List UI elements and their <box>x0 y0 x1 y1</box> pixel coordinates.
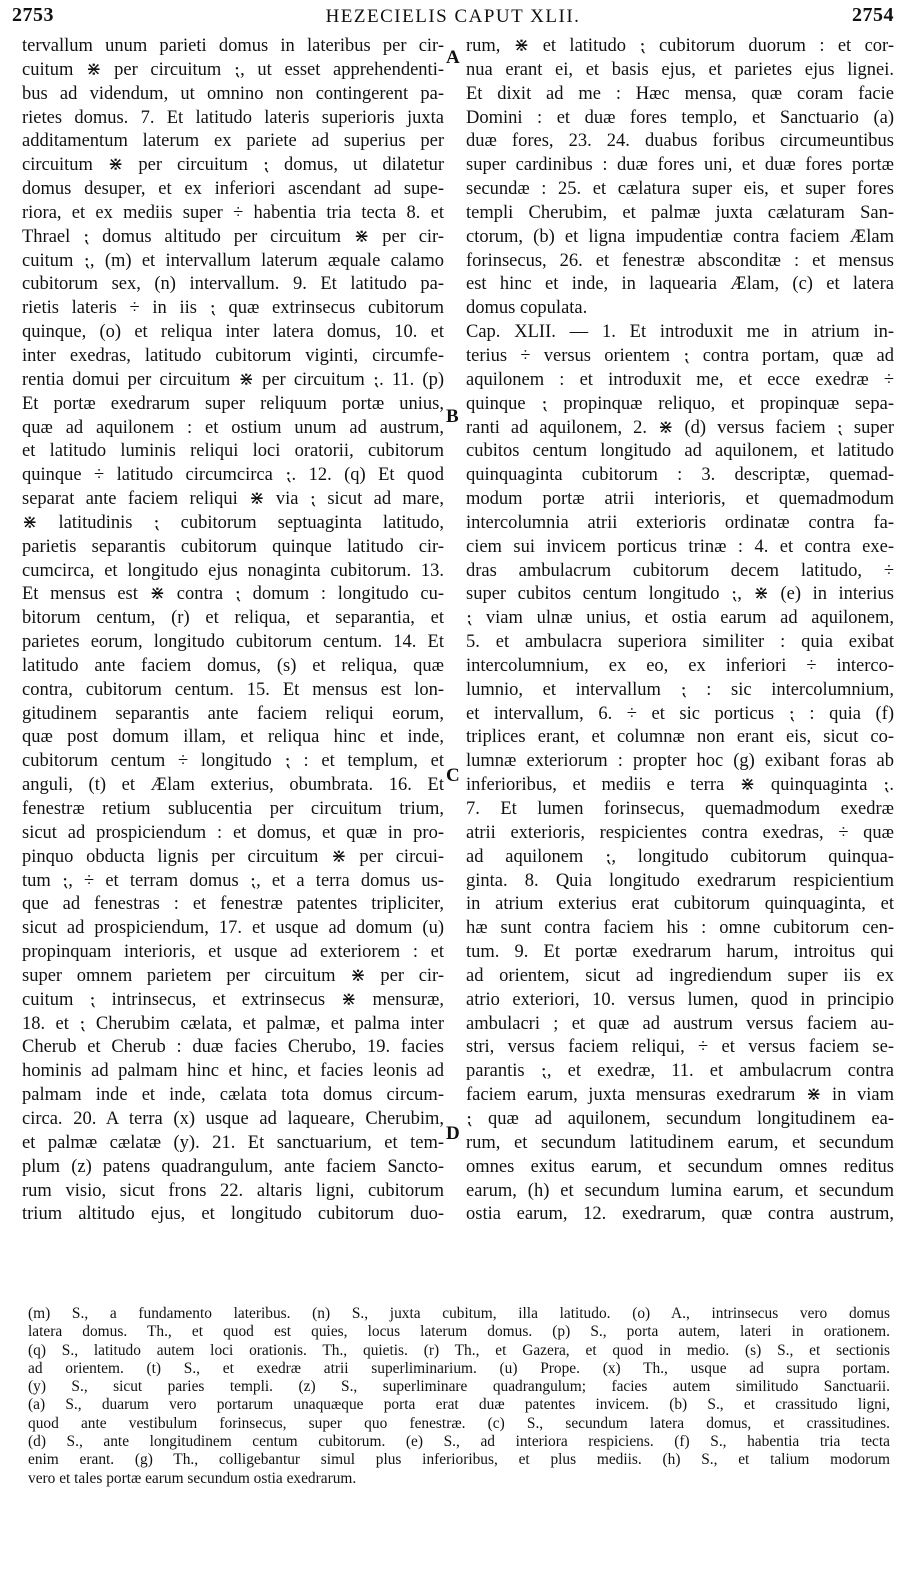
right-column-line: templi Cherubim, et palmæ juxta cælaturam San- <box>466 202 894 223</box>
right-column-line: rum, et secundum latitudinem earum, et secundum <box>466 1132 894 1153</box>
page-header <box>12 4 894 30</box>
right-column-line: ⁏ quæ ad aquilonem, secundum longitudinem ea- <box>466 1108 894 1129</box>
footnote-line: (m) S., a fundamento lateribus. (n) S., juxta cubitum, illa latitudo. (o) A., intrinsecus vero domus <box>28 1305 890 1322</box>
left-column-line: cuitum ⁏ intrinsecus, et extrinsecus ⋇ mensuræ, <box>22 989 444 1010</box>
left-column-line: ⋇ latitudinis ⁏ cubitorum septuaginta latitudo, <box>22 512 444 533</box>
left-column-line: Et mensus est ⋇ contra ⁏ domum : longitudo cu- <box>22 584 444 605</box>
right-column-line: ad aquilonem ⁏, longitudo cubitorum quinqua- <box>466 846 894 867</box>
footnote-line: (y) S., sicut paries templi. (z) S., superliminare quadrangulum; facies autem similitudo Sanctuarii. <box>28 1378 890 1396</box>
right-column-line: omnes exitus earum, et secundum omnes reditus <box>466 1156 894 1177</box>
right-column-line: est hinc et inde, in laquearia Ælam, (c) et latera <box>466 274 894 295</box>
left-column-line: sicut ad prospiciendum : et domus, et quæ in pro- <box>22 822 444 843</box>
footnote-line: ad orientem. (t) S., et exedræ atrii superliminarium. (u) Prope. (x) Th., usque ad supra portam. <box>28 1359 890 1377</box>
left-column-line: additamentum laterum ex pariete ad superius per <box>22 131 444 152</box>
left-column-line: Et portæ exedrarum super reliquum portæ unius, <box>22 393 444 414</box>
footnote-line: (a) S., duarum vero portarum unaquæque porta erat duæ patentes invicem. (b) S., et crassitudo ligni, <box>28 1396 890 1414</box>
left-column-line: cuitum ⁏, (m) et intervallum laterum æquale calamo <box>22 250 444 271</box>
margin-letter-d: D <box>446 1123 460 1144</box>
right-column-line: secundæ : 25. et cælatura super eis, et super fores <box>466 179 894 200</box>
right-column-line: terius ÷ versus orientem ⁏ contra portam, quæ ad <box>466 345 894 366</box>
right-column-line: intercolumnium, ex eo, ex inferiori ÷ interco- <box>466 655 894 676</box>
right-column-line: domus copulata. <box>466 298 588 319</box>
left-column-line: cumcirca, et longitudo ejus nonaginta cubitorum. 13. <box>22 560 444 581</box>
left-column-line: hominis ad palmam hinc et hinc, et facies leonis ad <box>22 1061 444 1082</box>
left-text-column <box>22 35 444 1227</box>
left-column-line: trium altitudo ejus, et longitudo cubitorum duo- <box>22 1204 444 1225</box>
page-number-right: 2754 <box>852 4 894 26</box>
right-column-line: nua erant ei, et basis ejus, et parietes ejus lignei. <box>466 59 894 80</box>
left-column-line: quinque ÷ latitudo circumcirca ⁏. 12. (q) Et quod <box>22 465 444 486</box>
left-column-line: cubitorum sex, (n) intervallum. 9. Et latitudo pa- <box>22 274 444 295</box>
right-column-line: aquilonem : et introduxit me, et ecce exedræ ÷ <box>466 369 894 390</box>
right-column-line: dras ambulacrum cubitorum decem latitudo, ÷ <box>466 560 894 581</box>
footnote-line: latera domus. Th., et quod est quies, locus laterum domus. (p) S., porta autem, lateri in orationem. <box>28 1323 890 1341</box>
left-column-line: parietes eorum, longitudo cubitorum centum. 14. Et <box>22 632 444 653</box>
left-column-line: pinquo obducta lignis per circuitum ⋇ per circui- <box>22 846 444 867</box>
right-column-line: ginta. 8. Quia longitudo exedrarum respicientium <box>466 870 894 891</box>
right-column-line: triplices erant, et columnæ non erant eis, sicut co- <box>466 727 894 748</box>
right-column-line: ad orientem, sicut ad ingrediendum super iis ex <box>466 965 894 986</box>
right-column-line: quinquaginta cubitorum : 3. descriptæ, quemad- <box>466 465 894 486</box>
left-column-line: contra, cubitorum centum. 15. Et mensus est lon- <box>22 679 444 700</box>
footnotes <box>28 1305 890 1488</box>
left-column-line: quæ post domum illam, et reliqua hinc et inde, <box>22 727 444 748</box>
footnote-line: vero et tales portæ earum secundum ostia exedrarum. <box>28 1469 357 1487</box>
left-column-line: plum (z) patens quadrangulum, ante faciem Sancto- <box>22 1156 444 1177</box>
right-column-line: cubitos centum longitudo ad aquilonem, et latitudo <box>466 441 894 462</box>
right-column-line: 5. et ambulacra superiora similiter : quia exibat <box>466 632 894 653</box>
right-column-line: 7. Et lumen forinsecus, quemadmodum exedræ <box>466 799 894 819</box>
left-column-line: que ad fenestras : et fenestræ patentes tripliciter, <box>22 894 444 915</box>
left-column-line: et palmæ cælatæ (y). 21. Et sanctuarium, et tem- <box>22 1132 444 1153</box>
left-column-line: Thrael ⁏ domus altitudo per circuitum ⋇ per cir- <box>22 226 444 247</box>
footnote-line: enim erant. (g) Th., colligebantur simul plus inferioribus, et plus mediis. (h) S., et talium modorum <box>28 1451 890 1469</box>
left-column-line: gitudinem separantis ante faciem reliqui eorum, <box>22 703 444 724</box>
right-column-line: rum, ⋇ et latitudo ⁏ cubitorum duorum : et cor- <box>466 36 894 56</box>
left-column-line: Cherub et Cherub : duæ facies Cherubo, 19. facies <box>22 1037 444 1058</box>
left-column-line: domus desuper, et ex inferiori ascendant ad supe- <box>22 179 444 200</box>
left-column-line: super omnem parietem per circuitum ⋇ per cir- <box>22 965 444 986</box>
left-column-line: riora, et ex mediis super ÷ habentia tria tecta 8. et <box>22 202 444 223</box>
left-column-line: rum visio, sicut frons 22. altaris ligni, cubitorum <box>22 1180 444 1201</box>
right-column-line: inferioribus, et mediis e terra ⋇ quinquaginta ⁏. <box>466 775 894 796</box>
right-column-line: et intervallum, 6. ÷ et sic porticus ⁏ : quia (f) <box>466 703 894 724</box>
left-column-line: propinquam interioris, et usque ad exteriorem : et <box>22 942 444 963</box>
right-column-line: ambulacri ; et quæ ad austrum versus faciem au- <box>466 1013 894 1034</box>
footnote-line: (q) S., latitudo autem loci orationis. Th., quietis. (r) Th., et Gazera, et quod in medio. (s) S., et sectionis <box>28 1341 890 1359</box>
right-column-line: intercolumnia atrii exterioris ordinatæ contra fa- <box>466 512 894 533</box>
right-column-line: quinque ⁏ propinquæ reliquo, et propinquæ sepa- <box>466 393 894 414</box>
left-column-line: rietes domus. 7. Et latitudo lateris superioris juxta <box>22 107 444 128</box>
right-column-line: lumnio, et intervallum ⁏ : sic intercolumnium, <box>466 679 894 700</box>
left-column-line: bitorum centum, (r) et reliqua, et separantia, et <box>22 608 444 629</box>
left-column-line: tervallum unum parieti domus in lateribus per cir- <box>22 36 444 56</box>
left-column-line: anguli, (t) et Ælam exterius, obumbrata. 16. Et <box>22 775 444 796</box>
right-column-line: super cardinibus : duæ fores uni, et duæ fores portæ <box>466 155 894 176</box>
left-column-line: tum ⁏, ÷ et terram domus ⁏, et a terra domus us- <box>22 870 444 891</box>
right-column-line: in atrium exterius erat cubitorum quinquaginta, et <box>466 894 894 915</box>
left-column-line: circuitum ⋇ per circuitum ⁏ domus, ut dilatetur <box>22 155 444 176</box>
left-column-line: latitudo ante faciem domus, (s) et reliqua, quæ <box>22 655 444 676</box>
right-column-line: ctorum, (b) et ligna impudentiæ contra faciem Ælam <box>466 226 894 247</box>
left-column-line: et latitudo luminis reliqui loci oratorii, cubitorum <box>22 441 444 462</box>
right-column-line: modum portæ atrii interioris, et quemadmodum <box>466 489 894 510</box>
left-column-line: inter exedras, latitudo cubitorum viginti, circumfe- <box>22 345 444 366</box>
left-column-line: quæ ad aquilonem : et ostium unum ad austrum, <box>22 417 444 438</box>
left-column-line: parietis separantis cubitorum quinque latitudo cir- <box>22 536 444 557</box>
right-column-line: atrio exteriori, 10. versus lumen, quod in principio <box>466 989 894 1010</box>
right-column-line: duæ fores, 23. 24. duabus foribus circumeuntibus <box>466 131 894 152</box>
left-column-line: circa. 20. A terra (x) usque ad laqueare, Cherubim, <box>22 1108 444 1129</box>
left-column-line: quinque, (o) et reliqua inter latera domus, 10. et <box>22 322 444 343</box>
left-column-line: cubitorum centum ÷ longitudo ⁏ : et templum, et <box>22 751 444 772</box>
left-column-line: sicut ad prospiciendum, 17. et usque ad domum (u) <box>22 918 444 939</box>
margin-letter-c: C <box>446 765 460 786</box>
right-column-line: hæ sunt contra faciem his : omne cubitorum cen- <box>466 918 894 939</box>
left-column-line: rentia domui per circuitum ⋇ per circuitum ⁏. 11. (p) <box>22 369 444 390</box>
right-column-line: super cubitos centum longitudo ⁏, ⋇ (e) in interius <box>466 584 894 605</box>
left-column-line: palmam inde et inde, cælata tota domus circum- <box>22 1085 444 1106</box>
right-column-line: ciem sui invicem porticus trinæ : 4. et contra exe- <box>466 536 894 557</box>
left-column-line: fenestræ retium sublucentia per circuitum trium, <box>22 799 444 819</box>
right-column-line: Domini : et duæ fores templo, et Sanctuario (a) <box>466 107 894 128</box>
right-column-line: parantis ⁏, et exedræ, 11. et ambulacrum contra <box>466 1061 894 1082</box>
footnote-line: (d) S., ante longitudinem centum cubitorum. (e) S., ad interiora respiciens. (f) S., habentia tria tecta <box>28 1433 890 1451</box>
right-column-line: Et dixit ad me : Hæc mensa, quæ coram facie <box>466 83 894 104</box>
right-column-line: ⁏ viam ulnæ unius, et ostia earum ad aquilonem, <box>466 608 894 629</box>
left-column-line: 18. et ⁏ Cherubim cælata, et palmæ, et palma inter <box>22 1013 444 1034</box>
right-text-column <box>466 35 894 1227</box>
right-column-line: tum. 9. Et portæ exedrarum harum, introitus qui <box>466 942 894 963</box>
right-column-line: faciem earum, juxta mensuras exedrarum ⋇ in viam <box>466 1085 894 1106</box>
running-title: HEZECIELIS CAPUT XLII. <box>325 6 581 27</box>
right-column-line: ostia earum, 12. exedrarum, quæ contra austrum, <box>466 1204 894 1225</box>
right-column-line: forinsecus, 26. et fenestræ absconditæ : et mensus <box>466 250 894 271</box>
right-column-line: atrii exterioris, respicientes contra exedras, ÷ quæ <box>466 822 894 843</box>
footnote-line: quod ante vestibulum forinsecus, super quo fenestræ. (c) S., secundum latera domus, et crassitudines. <box>28 1414 890 1432</box>
margin-letter-b: B <box>446 406 459 427</box>
left-column-line: separat ante faciem reliqui ⋇ via ⁏ sicut ad mare, <box>22 489 444 510</box>
right-column-line: ranti ad aquilonem, 2. ⋇ (d) versus faciem ⁏ super <box>466 417 894 438</box>
margin-letter-a: A <box>446 47 460 68</box>
right-column-line: earum, (h) et secundum lumina earum, et secundum <box>466 1180 894 1201</box>
right-column-line: Cap. XLII. — 1. Et introduxit me in atrium in- <box>466 322 894 343</box>
left-column-line: bus ad videndum, ut omnino non contingerent pa- <box>22 83 444 104</box>
right-column-line: stri, versus faciem reliqui, ÷ et versus faciem se- <box>466 1037 894 1058</box>
left-column-line: cuitum ⋇ per circuitum ⁏, ut esset apprehendenti- <box>22 59 444 80</box>
right-column-line: lumnæ exteriorum : propter hoc (g) exibant foras ab <box>466 751 894 772</box>
left-column-line: rietis lateris ÷ in iis ⁏ quæ extrinsecus cubitorum <box>22 298 444 319</box>
page-number-left: 2753 <box>12 4 54 26</box>
